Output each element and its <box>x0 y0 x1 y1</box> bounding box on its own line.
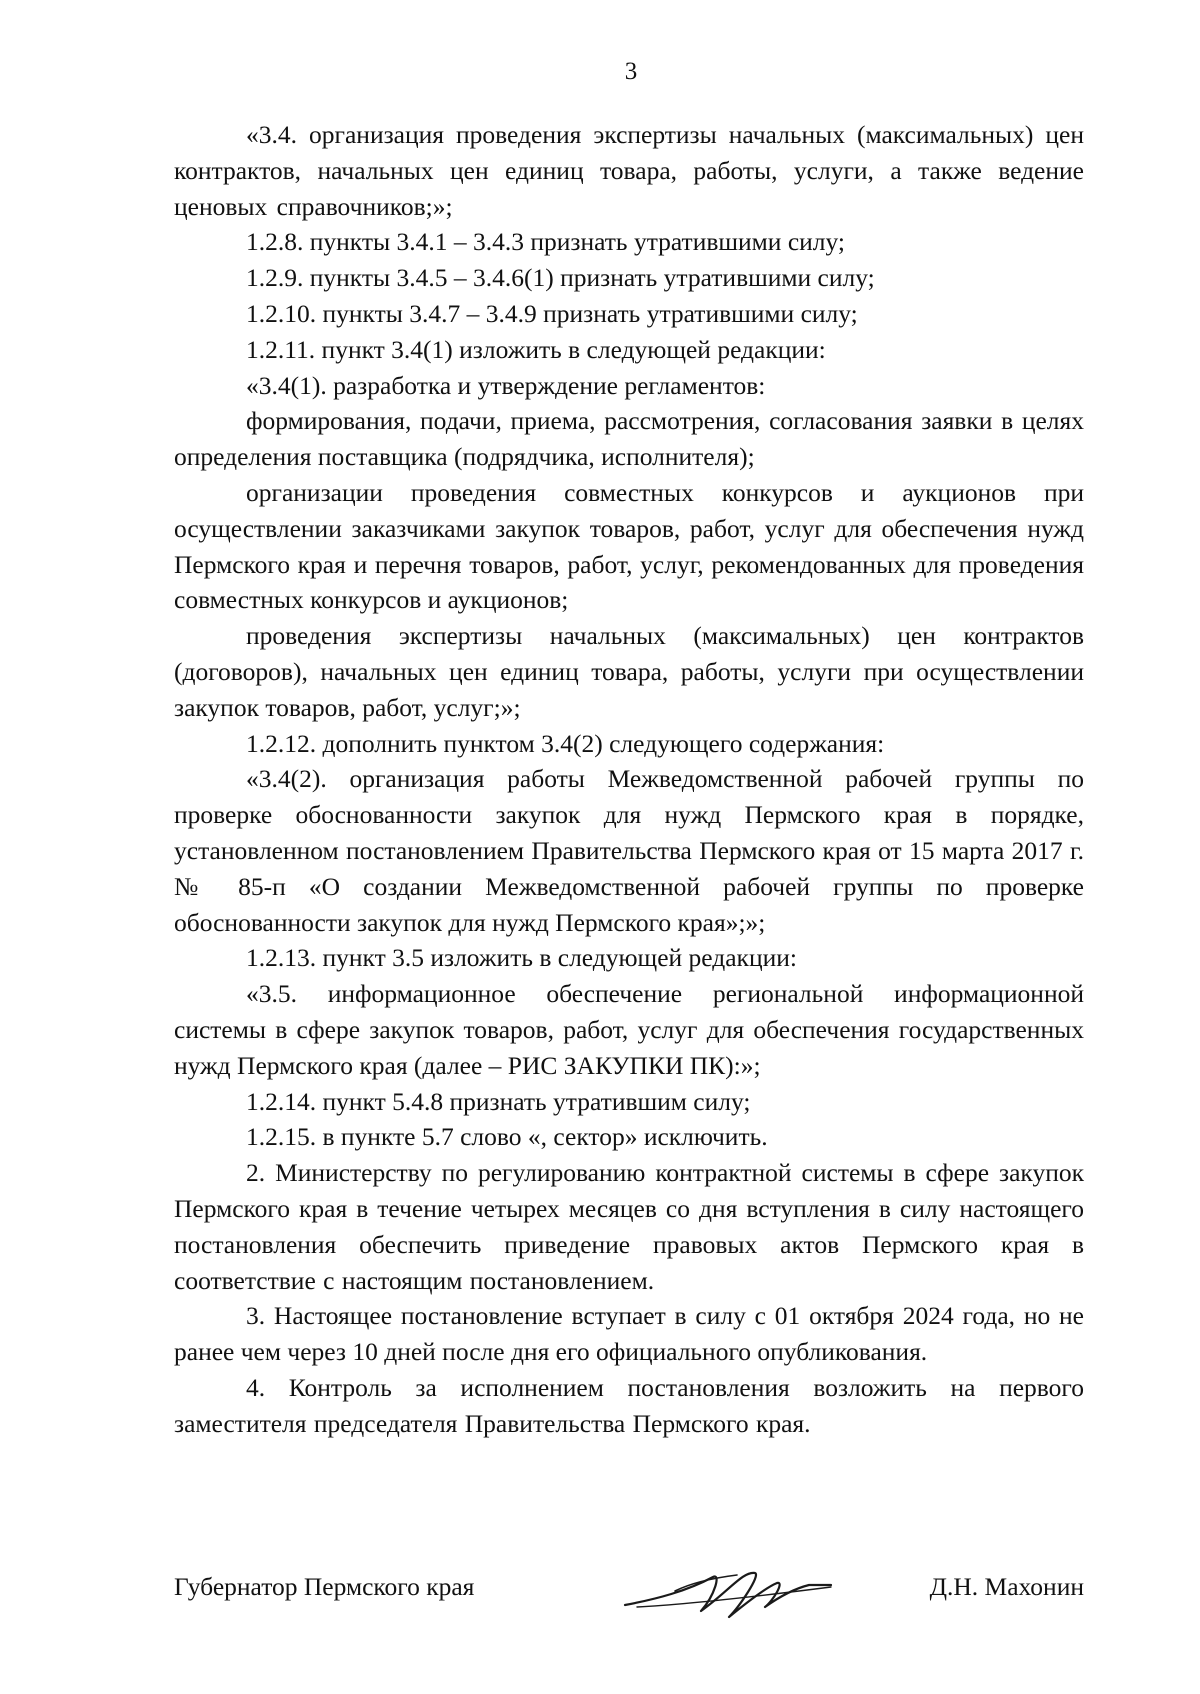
signatory-title: Губернатор Пермского края <box>174 1572 475 1601</box>
paragraph: 1.2.15. в пункте 5.7 слово «, сектор» исключить. <box>246 1122 768 1152</box>
page-number: 3 <box>624 58 638 85</box>
signature-block <box>174 1569 1084 1629</box>
signatory-name: Д.Н. Махонин <box>929 1572 1084 1601</box>
paragraph: 1.2.8. пункты 3.4.1 – 3.4.3 признать утратившими силу; <box>246 227 846 257</box>
handwritten-signature <box>617 1561 837 1625</box>
paragraph: проведения экспертизы начальных (максимальных) цен контрактов (договоров), начальных цен единиц товара, работы, услуги при осуществлении закупок товаров, работ, услуг;»; <box>174 621 1084 722</box>
paragraph: 4. Контроль за исполнением постановления возложить на первого заместителя председателя Правительства Пермского края. <box>174 1372 1084 1438</box>
paragraph: 1.2.9. пункты 3.4.5 – 3.4.6(1) признать утратившими силу; <box>246 263 875 293</box>
paragraph: 1.2.12. дополнить пунктом 3.4(2) следующего содержания: <box>246 728 885 758</box>
paragraph: 1.2.11. пункт 3.4(1) изложить в следующей редакции: <box>246 334 826 364</box>
paragraph: «3.4. организация проведения экспертизы начальных (максимальных) цен контрактов, начальных цен единиц товара, работы, услуги, а также ведение ценовых справочников;»; <box>174 120 1084 221</box>
document-body <box>174 117 1084 1441</box>
paragraph: организации проведения совместных конкурсов и аукционов при осуществлении заказчиками закупок товаров, работ, услуг для обеспечения нужд Пермского края и перечня товаров, работ, услуг, рекомендованных для проведения совместных конкурсов и аукционов; <box>174 477 1084 615</box>
paragraph: формирования, подачи, приема, рассмотрения, согласования заявки в целях определения поставщика (подрядчика, исполнителя); <box>174 406 1084 472</box>
paragraph: 1.2.10. пункты 3.4.7 – 3.4.9 признать утратившими силу; <box>246 298 858 328</box>
paragraph: 3. Настоящее постановление вступает в силу с 01 октября 2024 года, но не ранее чем через 10 дней после дня его официального опубликования. <box>174 1301 1084 1367</box>
paragraph: 2. Министерству по регулированию контрактной системы в сфере закупок Пермского края в течение четырех месяцев со дня вступления в силу настоящего постановления обеспечить приведение правовых актов Пермского края в соответствие с настоящим постановлением. <box>174 1158 1084 1295</box>
paragraph: «3.4(2). организация работы Межведомственной рабочей группы по проверке обоснованности закупок для нужд Пермского края в порядке, установленном постановлением Правительства Пермского края от 15 марта 2017 г. № 85-п «О создании Межведомственной рабочей группы по проверке обоснованности закупок для нужд Пермского края»;»; <box>174 764 1084 937</box>
paragraph: 1.2.14. пункт 5.4.8 признать утратившим силу; <box>246 1086 751 1116</box>
paragraph: «3.4(1). разработка и утверждение регламентов: <box>246 370 766 400</box>
paragraph: «3.5. информационное обеспечение региональной информационной системы в сфере закупок товаров, работ, услуг для обеспечения государственных нужд Пермского края (далее – РИС ЗАКУПКИ ПК):»; <box>174 979 1084 1080</box>
paragraph: 1.2.13. пункт 3.5 изложить в следующей редакции: <box>246 943 797 973</box>
